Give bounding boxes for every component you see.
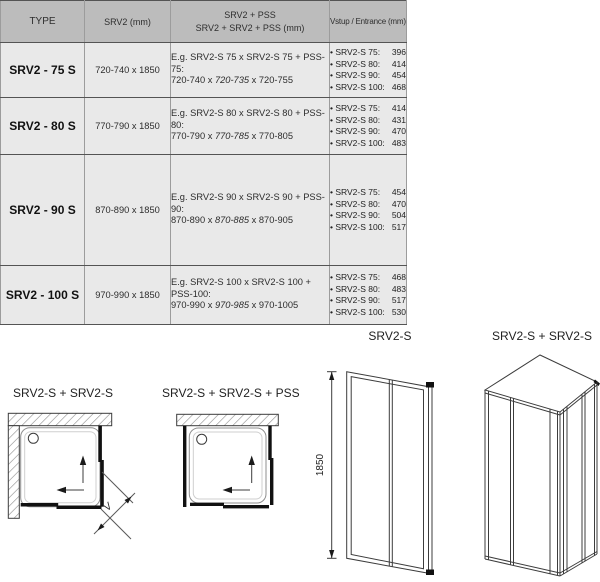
type-cell: SRV2 - 90 S [1, 155, 85, 266]
srv2-dim-cell: 870-890 x 1850 [85, 155, 171, 266]
bottom-rails [485, 552, 597, 577]
combo-line1: E.g. SRV2-S 90 x SRV2-S 90 + PSS-90: [171, 192, 325, 214]
srv2-dim-cell: 970-990 x 1850 [85, 266, 171, 325]
entrance-item: • SRV2-S 75: 454 [330, 187, 406, 197]
drain-circle [197, 434, 207, 444]
srv2-dim-cell: 770-790 x 1850 [85, 98, 171, 155]
type-cell: SRV2 - 80 S [1, 98, 85, 155]
entrance-item: • SRV2-S 100: 517 [330, 221, 406, 232]
entrance-cell [330, 43, 407, 98]
pss-fixed-wall [183, 426, 186, 507]
plan-corner-title: SRV2-S + SRV2-S [13, 386, 113, 400]
combo-line2: 970-990 x 970-985 x 970-1005 [171, 300, 299, 310]
entrance-item: • SRV2-S 80: 483 [330, 283, 406, 294]
entrance-item: • SRV2-S 90: 454 [330, 70, 406, 80]
height-dimension [315, 372, 337, 559]
combo-cell [171, 266, 330, 325]
entrance-item: • SRV2-S 80: 414 [330, 58, 406, 69]
table-row [1, 43, 407, 98]
spec-table [0, 0, 407, 325]
header-combo-line1: SRV2 + PSS [224, 9, 276, 20]
top-opening [485, 355, 600, 415]
entrance-item: • SRV2-S 75: 468 [330, 272, 406, 282]
header-combo-line2: SRV2 + SRV2 + PSS (mm) [195, 22, 305, 33]
table-header-row [1, 1, 407, 43]
sliding-door-bottom [190, 503, 269, 509]
combo-line1: E.g. SRV2-S 100 x SRV2-S 100 + PSS-100: [171, 277, 311, 299]
header-type: TYPE [1, 1, 85, 43]
plan-corner-diagram [5, 408, 153, 582]
iso-corner-diagram [455, 345, 600, 582]
elevation-diagram [305, 348, 440, 582]
entrance-item: • SRV2-S 75: 396 [330, 47, 406, 57]
side-door-panels [564, 382, 598, 574]
entrance-item: • SRV2-S 75: 414 [330, 103, 406, 113]
table-row [1, 155, 407, 266]
table-row [1, 266, 407, 325]
header-combo [171, 1, 330, 43]
wall-top [177, 414, 279, 425]
entrance-item: • SRV2-S 90: 504 [330, 210, 406, 220]
combo-line1: E.g. SRV2-S 80 x SRV2-S 80 + PSS-80: [171, 108, 325, 130]
srv2-dim-cell: 720-740 x 1850 [85, 43, 171, 98]
entrance-item: • SRV2-S 100: 530 [330, 306, 406, 317]
entrance-cell [330, 266, 407, 325]
combo-cell [171, 98, 330, 155]
header-srv2: SRV2 (mm) [85, 1, 171, 43]
plan-pss-title: SRV2-S + SRV2-S + PSS [162, 386, 300, 400]
type-cell: SRV2 - 100 S [1, 266, 85, 325]
combo-line1: E.g. SRV2-S 75 x SRV2-S 75 + PSS-75: [171, 52, 325, 74]
table-row [1, 98, 407, 155]
wall-profile [426, 382, 434, 575]
front-door-panels [485, 390, 560, 576]
combo-cell [171, 43, 330, 98]
height-dimension-label: 1850 [315, 453, 326, 477]
elevation-title: SRV2-S [368, 329, 412, 343]
entrance-dimension-label: V [102, 501, 115, 514]
entrance-item: • SRV2-S 100: 483 [330, 137, 406, 148]
sliding-door-right [268, 426, 273, 505]
wall-left [8, 426, 19, 519]
entrance-item: • SRV2-S 80: 470 [330, 198, 406, 209]
type-cell: SRV2 - 75 S [1, 43, 85, 98]
entrance-item: • SRV2-S 80: 431 [330, 114, 406, 125]
drain-circle [28, 433, 38, 443]
door-panel-divider [389, 380, 392, 567]
entrance-item: • SRV2-S 90: 470 [330, 126, 406, 136]
combo-cell [171, 155, 330, 266]
combo-line2: 770-790 x 770-785 x 770-805 [171, 131, 293, 141]
wall-top [8, 413, 111, 425]
entrance-cell [330, 155, 407, 266]
door-frame [347, 372, 429, 574]
entrance-item: • SRV2-S 100: 468 [330, 81, 406, 92]
entrance-item: • SRV2-S 90: 517 [330, 295, 406, 305]
plan-pss-diagram [165, 408, 293, 518]
iso-title: SRV2-S + SRV2-S [492, 329, 592, 343]
combo-line2: 720-740 x 720-735 x 720-755 [171, 75, 293, 85]
entrance-cell [330, 98, 407, 155]
header-entrance: Vstup / Entrance (mm) [330, 1, 407, 43]
combo-line2: 870-890 x 870-885 x 870-905 [171, 215, 293, 225]
